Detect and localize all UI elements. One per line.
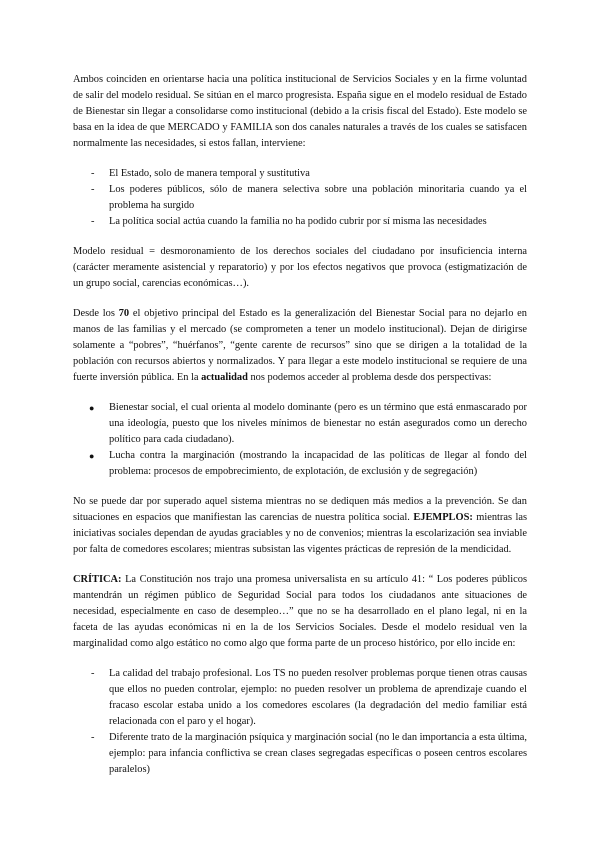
list-intervention (73, 166, 527, 230)
bold-ejemplos: EJEMPLOS: (413, 512, 473, 523)
list-item: ● Lucha contra la marginación (mostrando la incapacidad de las políticas de llegar al fondo del problema: procesos de empobrecimiento, de explotación, de exclusión y de segregación) (73, 448, 527, 480)
list-item: ● Bienestar social, el cual orienta al modelo dominante (pero es un término que está enmascarado por una ideología, puesto que los niveles mínimos de bienestar no están asegurados como un derecho político para cada ciudadano). (73, 400, 527, 448)
paragraph-critica: CRÍTICA: La Constitución nos trajo una promesa universalista en su artículo 41: “ Los poderes públicos mantendrán un régimen público de Seguridad Social para todos los ciudadanos ante situaciones de necesidad, especialmente en caso de desempleo…” que no se ha desarrollado en el plano legal, ni en la faceta de las ayudas económicas ni en la de los Servicios Sociales. Desde el modelo residual ven la marginalidad como algo estático no como algo que forma parte de un proceso histórico, por ello incide en: (73, 574, 527, 649)
bold-actualidad: actualidad (201, 372, 248, 383)
list-item: - La política social actúa cuando la familia no ha podido cubrir por sí misma las necesidades (73, 214, 527, 230)
paragraph-residual-model: Modelo residual = desmoronamiento de los derechos sociales del ciudadano por insuficiencia interna (carácter meramente asistencial y reparatorio) y por los efectos negativos que provoca (estigmatización de un grupo social, carencias económicas…). (73, 246, 527, 289)
list-item: - El Estado, solo de manera temporal y sustitutiva (73, 166, 527, 182)
bold-seventies: 70 (118, 308, 130, 319)
list-item: - Los poderes públicos, sólo de manera selectiva sobre una población minoritaria cuando ya el problema ha surgido (73, 182, 527, 214)
paragraph-seventies: Desde los 70 el objetivo principal del Estado es la generalización del Bienestar Social para no dejarlo en manos de las familias y el mercado (se comprometen a tener un modelo institucional). Dejan de dirigirse solamente a “pobres”, “huérfanos”, “gente carente de recursos” sino que se dirigen a la totalidad de la población con recursos abiertos y normalizados. Y para llegar a este modelo institucional se requiere de una fuerte inversión pública. En la actualidad nos podemos acceder al problema desde dos perspectivas: (73, 308, 527, 383)
list-item: - La calidad del trabajo profesional. Los TS no pueden resolver problemas porque tienen otras causas que ellos no pueden controlar, ejemplo: no pueden resolver un problema de aprendizaje cuando el fracaso escolar estaba unido a los comedores escolares (la degradación del medio familiar está relacionada con el paro y el hogar). (73, 666, 527, 730)
list-incidence (73, 666, 527, 778)
bold-critica: CRÍTICA: (73, 574, 122, 585)
paragraph-examples: No se puede dar por superado aquel sistema mientras no se dediquen más medios a la prevención. Se dan situaciones en espacios que manifiestan las carencias de nuestra política social. EJEMPLOS: mientras las iniciativas sociales dependan de ayudas graciables y no de convenios; mientras la escolarización sea inviable por falta de comedores escolares; mientras subsistan las vigentes prácticas de represión de la mendicidad. (73, 496, 527, 555)
list-item: - Diferente trato de la marginación psíquica y marginación social (no le dan importancia a esta última, ejemplo: para infancia conflictiva se crean clases segregadas específicas o poseen centros escolares paralelos) (73, 730, 527, 778)
list-perspectives (73, 400, 527, 480)
document-body (73, 72, 527, 792)
paragraph-intro: Ambos coinciden en orientarse hacia una política institucional de Servicios Sociales y en la firme voluntad de salir del modelo residual. Se sitúan en el marco progresista. España sigue en el modelo residual de Estado de Bienestar sin llegar a consolidarse como institucional (debido a la crisis fiscal del Estado). Este modelo se basa en la idea de que MERCADO y FAMILIA son dos canales naturales a través de los cuales se satisfacen normalmente las necesidades, si estos fallan, interviene: (73, 74, 527, 149)
